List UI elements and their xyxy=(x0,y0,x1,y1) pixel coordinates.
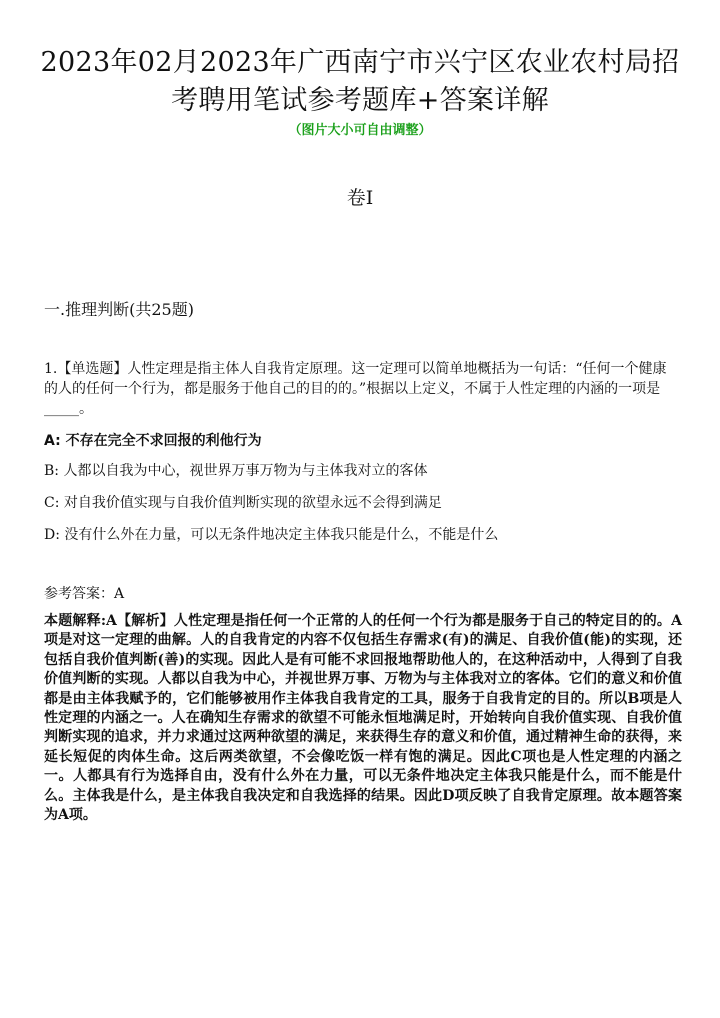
option-b: B: 人都以自我为中心，视世界万事万物为与主体我对立的客体 xyxy=(44,463,428,479)
option-d: D: 没有什么外在力量，可以无条件地决定主体我只能是什么，不能是什么 xyxy=(44,527,499,543)
option-a: A: 不存在完全不求回报的利他行为 xyxy=(44,433,262,449)
image-size-note: （图片大小可自由调整） xyxy=(288,123,432,138)
section-heading: 一.推理判断(共25题) xyxy=(44,300,194,319)
document-title: 2023年02月2023年广西南宁市兴宁区农业农村局招考聘用笔试参考题库+答案详解 xyxy=(40,47,680,116)
volume-label: 卷I xyxy=(346,187,374,209)
reference-answer: 参考答案：A xyxy=(44,586,125,602)
answer-explanation: 本题解释:A【解析】人性定理是指任何一个正常的人的任何一个行为都是服务于自己的特定目的的。A项是对这一定理的曲解。人的自我肯定的内容不仅包括生存需求(有)的满足、自我价值(能)的实现，还包括自我价值判断(善)的实现。因此人是有可能不求回报地帮助他人的，在这种活动中，人得到了自我价值判断的实现。人都以自我为中心，并视世界万事、万物为与主体我对立的客体。它们的意义和价值都是由主体我赋予的，它们能够被用作主体我自我肯定的工具，服务于自我肯定的目的。所以B项是人性定理的内涵之一。人在确知生存需求的欲望不可能永恒地满足时，开始转向自我价值实现、自我价值判断实现的追求，并力求通过这两种欲望的满足，来获得生存的意义和价值，通过精神生命的获得，来延长短促的肉体生命。这后两类欲望，不会像吃饭一样有饱的满足。因此C项也是人性定理的内涵之一。人都具有行为选择自由，没有什么外在力量，可以无条件地决定主体我只能是什么，而不能是什么。主体我是什么，是主体我自我决定和自我选择的结果。因此D项反映了自我肯定原理。故本题答案为A项。 xyxy=(44,613,682,824)
option-c: C: 对自我价值实现与自我价值判断实现的欲望永远不会得到满足 xyxy=(44,495,442,511)
question-stem: 1.【单选题】人性定理是指主体人自我肯定原理。这一定理可以简单地概括为一句话：“任何一个健康的人的任何一个行为，都是服务于他自己的目的的。”根据以上定义，不属于人性定理的内涵的一项是_____。 xyxy=(44,361,667,417)
